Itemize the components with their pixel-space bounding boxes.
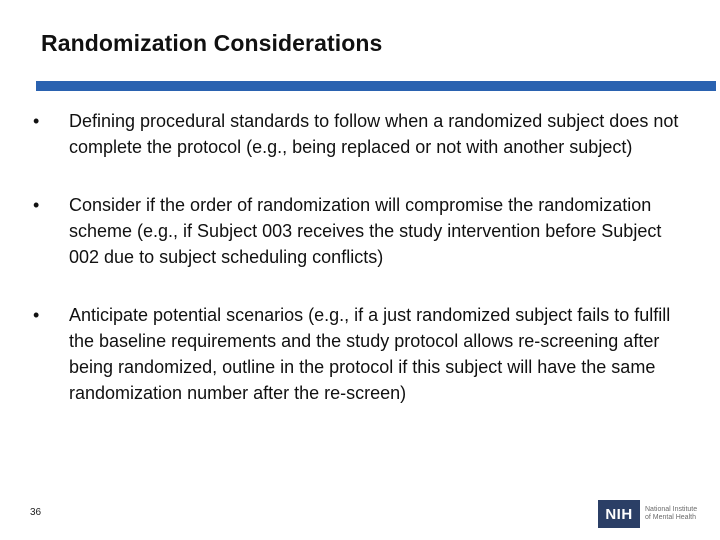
bullet-list	[33, 108, 683, 406]
nimh-logo	[598, 498, 697, 530]
logo-text-line: National Institute	[645, 506, 698, 513]
logo-institute-name	[645, 506, 697, 522]
bullet-item	[33, 108, 683, 160]
slide-title: Randomization Considerations	[41, 30, 383, 56]
bullet-marker: •	[33, 305, 40, 325]
bullet-item	[33, 302, 683, 406]
title-divider	[36, 81, 716, 91]
bullet-marker: •	[33, 195, 40, 215]
logo-text-line: of Mental Health	[645, 514, 696, 521]
bullet-item	[33, 192, 683, 270]
bullet-marker: •	[33, 111, 40, 131]
page-number: 36	[30, 507, 42, 518]
nih-logo-badge: NIH	[598, 500, 640, 528]
bullet-text: Anticipate potential scenarios (e.g., if a just randomized subject fails to fulfill the baseline requirements and the study protocol allows re-screening after being randomized, outline in the protocol if this subject will have the same randomization number after the re-screen)	[69, 305, 671, 403]
bullet-text: Consider if the order of randomization will compromise the randomization scheme (e.g., if Subject 003 receives the study intervention before Subject 002 due to subject scheduling conflicts)	[69, 195, 662, 267]
bullet-text: Defining procedural standards to follow when a randomized subject does not complete the protocol (e.g., being replaced or not with another subject)	[69, 111, 679, 157]
